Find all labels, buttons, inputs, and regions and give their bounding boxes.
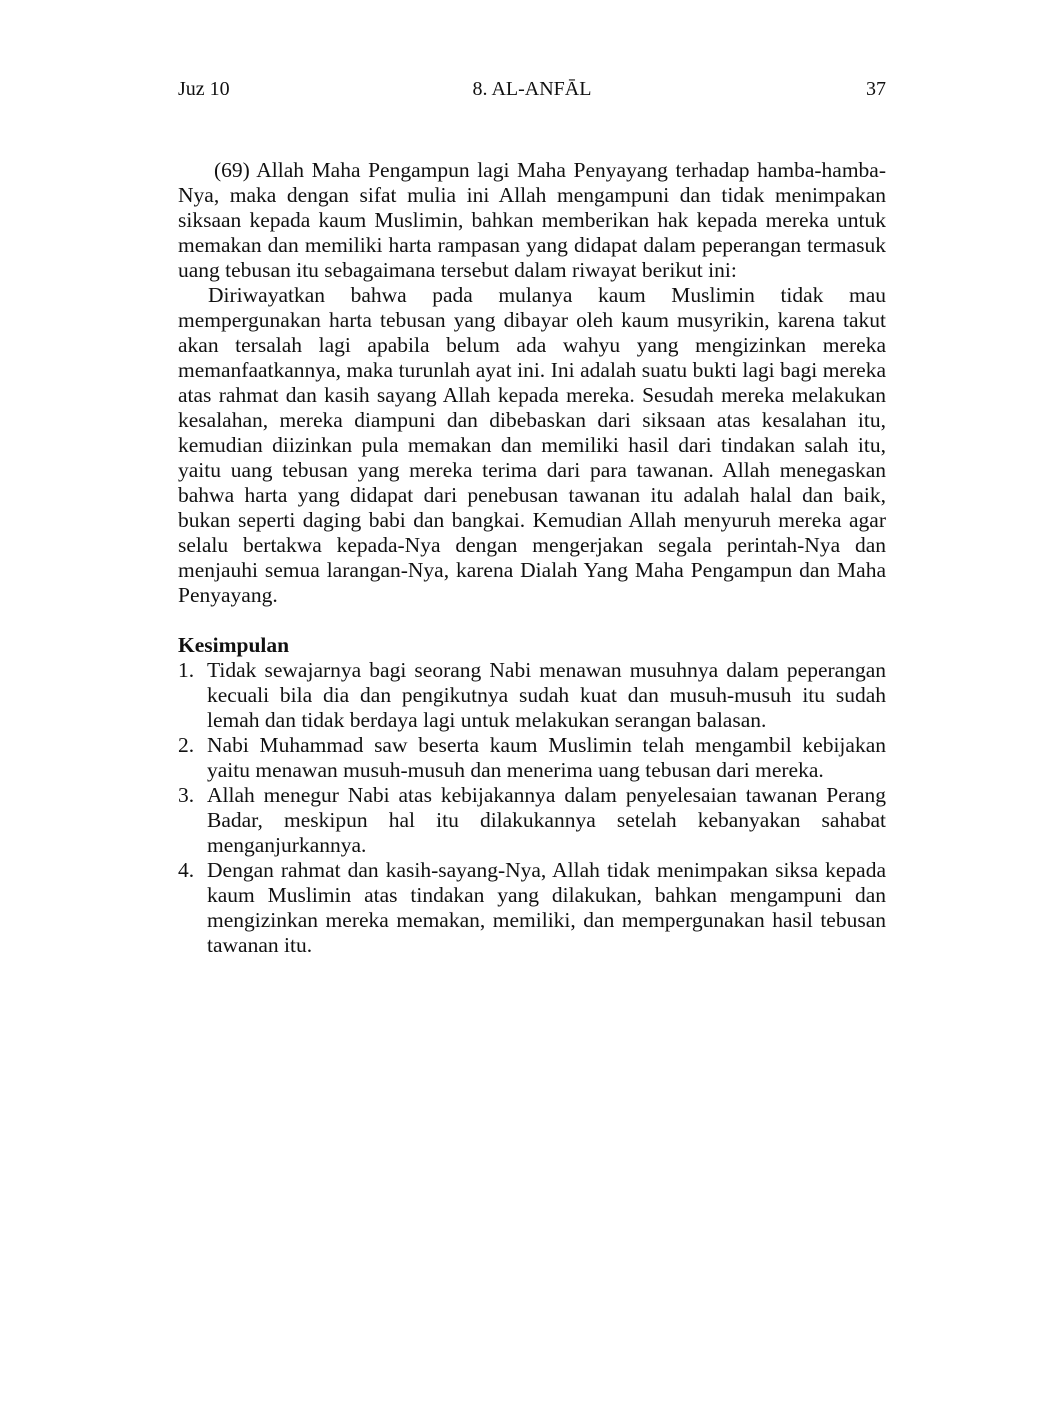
conclusion-item-text: Allah menegur Nabi atas kebijakannya dalam penyelesaian tawanan Perang Badar, meskipun hal itu dilakukannya setelah kebanyakan sahabat menganjurkannya. xyxy=(207,783,886,857)
conclusion-item xyxy=(178,733,886,783)
paragraph-verse-69: (69) Allah Maha Pengampun lagi Maha Penyayang terhadap hamba-hamba-Nya, maka dengan sifat mulia ini Allah mengampuni dan tidak menimpakan siksaan kepada kaum Muslimin, bahkan memberikan hak kepada mereka untuk memakan dan memiliki harta rampasan yang didapat dalam peperangan termasuk uang tebusan itu sebagaimana tersebut dalam riwayat berikut ini: xyxy=(178,158,886,282)
header-surah-title: 8. AL-ANFĀL xyxy=(472,78,592,100)
conclusion-heading: Kesimpulan xyxy=(178,633,290,657)
header-juz: Juz 10 xyxy=(178,78,230,100)
page-number: 37 xyxy=(866,78,886,100)
conclusion-item xyxy=(178,658,886,733)
conclusion-item-number: 4. xyxy=(178,858,195,882)
conclusion-item-number: 3. xyxy=(178,783,195,807)
running-header xyxy=(178,76,886,102)
conclusion-item-number: 1. xyxy=(178,658,195,682)
paragraph-narration: Diriwayatkan bahwa pada mulanya kaum Muslimin tidak mau mempergunakan harta tebusan yang dibayar oleh kaum musyrikin, karena takut akan tersalah lagi apabila belum ada wahyu yang mengizinkan mereka memanfaatkannya, maka turunlah ayat ini. Ini adalah suatu bukti lagi bagi mereka atas rahmat dan kasih sayang Allah kepada mereka. Sesudah mereka melakukan kesalahan, mereka diampuni dan dibebaskan dari siksaan atas kesalahan itu, kemudian diizinkan pula memakan dan memiliki hasil dari tindakan salah itu, yaitu uang tebusan yang mereka terima dari para tawanan. Allah menegaskan bahwa harta yang didapat dari penebusan tawanan itu adalah halal dan baik, bukan seperti daging babi dan bangkai. Kemudian Allah menyuruh mereka agar selalu bertakwa kepada-Nya dengan mengerjakan segala perintah-Nya dan menjauhi semua larangan-Nya, karena Dialah Yang Maha Pengampun dan Maha Penyayang. xyxy=(178,283,886,607)
conclusion-item xyxy=(178,783,886,858)
body-text xyxy=(178,158,886,958)
conclusion-item-number: 2. xyxy=(178,733,195,757)
conclusion-item-text: Tidak sewajarnya bagi seorang Nabi menawan musuhnya dalam peperangan kecuali bila dia dan pengikutnya sudah kuat dan musuh-musuh itu sudah lemah dan tidak berdaya lagi untuk melakukan serangan balasan. xyxy=(207,658,886,732)
conclusion-list xyxy=(178,658,886,958)
conclusion-item xyxy=(178,858,886,958)
page xyxy=(178,0,886,1417)
conclusion-item-text: Nabi Muhammad saw beserta kaum Muslimin telah mengambil kebijakan yaitu menawan musuh-musuh dan menerima uang tebusan dari mereka. xyxy=(207,733,886,782)
conclusion-item-text: Dengan rahmat dan kasih-sayang-Nya, Allah tidak menimpakan siksa kepada kaum Muslimin atas tindakan yang dilakukan, bahkan mengampuni dan mengizinkan mereka memakan, memiliki, dan mempergunakan hasil tebusan tawanan itu. xyxy=(207,858,886,957)
